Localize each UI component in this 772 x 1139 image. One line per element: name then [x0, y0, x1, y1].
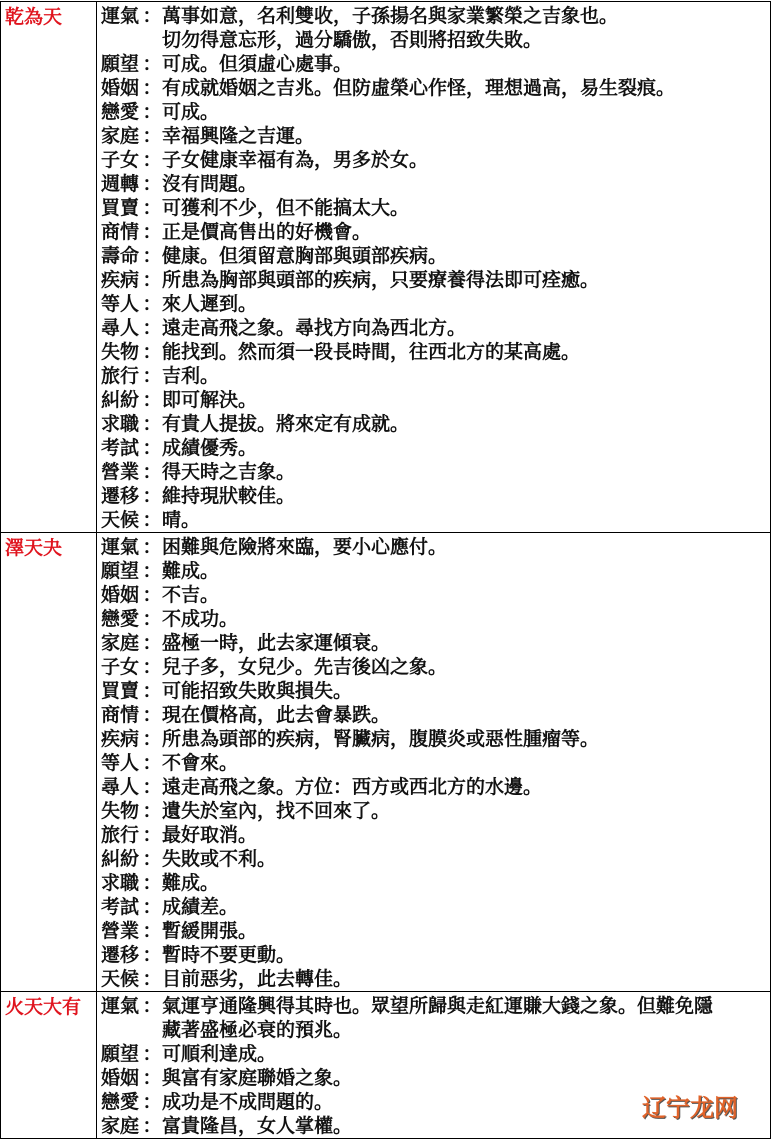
colon: ： [142, 1043, 162, 1065]
reading-category: 婚姻 [101, 1067, 140, 1089]
reading-category: 商情 [101, 221, 140, 243]
colon: ： [142, 269, 162, 291]
colon: ： [142, 800, 162, 822]
hexagram-table [0, 1, 771, 1139]
colon: ： [142, 221, 162, 243]
reading-line [101, 775, 770, 799]
reading-category: 買賣 [101, 197, 140, 219]
reading-text: 維持現狀較佳。 [162, 485, 296, 507]
reading-category: 家庭 [101, 125, 140, 147]
colon: ： [142, 632, 162, 654]
colon: ： [142, 365, 162, 387]
colon: ： [142, 728, 162, 750]
reading-category: 疾病 [101, 269, 140, 291]
colon: ： [142, 608, 162, 630]
reading-text: 困難與危險將來臨，要小心應付。 [162, 536, 448, 558]
reading-line [101, 364, 770, 388]
reading-text: 目前惡劣，此去轉佳。 [162, 968, 353, 990]
reading-text: 沒有問題。 [162, 173, 258, 195]
colon: ： [142, 149, 162, 171]
reading-line [101, 751, 770, 775]
reading-line [101, 244, 770, 268]
colon: ： [142, 536, 162, 558]
reading-category: 糾紛 [101, 848, 140, 870]
reading-line [101, 559, 770, 583]
colon: ： [142, 485, 162, 507]
reading-category [101, 1018, 142, 1042]
colon: ： [142, 77, 162, 99]
colon: ： [142, 776, 162, 798]
reading-text: 切勿得意忘形，過分驕傲，否則將招致失敗。 [162, 29, 543, 51]
reading-line [101, 919, 770, 943]
reading-line [101, 172, 770, 196]
colon: ： [142, 125, 162, 147]
colon: ： [142, 1067, 162, 1089]
reading-line [101, 943, 770, 967]
hexagram-readings [97, 533, 771, 992]
reading-text: 不會來。 [162, 752, 239, 774]
reading-category: 營業 [101, 920, 140, 942]
reading-text: 可成。但須虛心處事。 [162, 53, 353, 75]
reading-line [101, 703, 770, 727]
reading-category: 子女 [101, 149, 140, 171]
colon: ： [142, 995, 162, 1017]
reading-line [101, 460, 770, 484]
reading-text: 富貴隆昌，女人掌權。 [162, 1115, 353, 1137]
reading-text: 成績優秀。 [162, 437, 258, 459]
reading-line [101, 4, 770, 28]
reading-line [101, 316, 770, 340]
reading-line [101, 535, 770, 559]
colon: ： [142, 896, 162, 918]
reading-text: 不吉。 [162, 584, 220, 606]
reading-line [101, 727, 770, 751]
reading-text: 成績差。 [162, 896, 239, 918]
colon: ： [142, 920, 162, 942]
reading-category: 家庭 [101, 1115, 140, 1137]
reading-text: 即可解決。 [162, 389, 258, 411]
hexagram-name: 火天大有 [1, 992, 97, 1139]
reading-category: 願望 [101, 1043, 140, 1065]
reading-category: 失物 [101, 341, 140, 363]
watermark-logo: 辽宁龙网 [642, 1094, 738, 1122]
colon: ： [142, 197, 162, 219]
reading-text: 遠走高飛之象。尋找方向為西北方。 [162, 317, 467, 339]
reading-line [101, 823, 770, 847]
reading-text: 兒子多，女兒少。先吉後凶之象。 [162, 656, 448, 678]
reading-text: 健康。但須留意胸部與頭部疾病。 [162, 245, 448, 267]
reading-text: 遠走高飛之象。方位：西方或西北方的水邊。 [162, 776, 543, 798]
reading-category [101, 28, 142, 52]
reading-text: 幸福興隆之吉運。 [162, 125, 315, 147]
reading-category: 營業 [101, 461, 140, 483]
reading-category: 商情 [101, 704, 140, 726]
reading-category: 天候 [101, 968, 140, 990]
reading-text: 有成就婚姻之吉兆。但防虛榮心作怪，理想過高，易生裂痕。 [162, 77, 676, 99]
reading-text: 盛極一時，此去家運傾衰。 [162, 632, 391, 654]
colon: ： [142, 317, 162, 339]
colon: ： [142, 584, 162, 606]
reading-category: 考試 [101, 437, 140, 459]
reading-category: 買賣 [101, 680, 140, 702]
reading-line [101, 895, 770, 919]
reading-line [101, 1066, 770, 1090]
reading-line [101, 268, 770, 292]
colon: ： [142, 944, 162, 966]
reading-line [101, 607, 770, 631]
reading-line [101, 871, 770, 895]
reading-line [101, 583, 770, 607]
reading-text: 藏著盛極必衰的預兆。 [162, 1019, 353, 1041]
colon: ： [142, 173, 162, 195]
colon: ： [142, 461, 162, 483]
reading-line [101, 484, 770, 508]
reading-text: 最好取消。 [162, 824, 258, 846]
reading-line [101, 196, 770, 220]
reading-text: 萬事如意，名利雙收，子孫揚名與家業繁榮之吉象也。 [162, 5, 619, 27]
reading-category: 戀愛 [101, 101, 140, 123]
colon: ： [142, 848, 162, 870]
reading-text: 吉利。 [162, 365, 220, 387]
hexagram-readings [97, 2, 771, 533]
colon: ： [142, 293, 162, 315]
reading-line [101, 148, 770, 172]
reading-category: 願望 [101, 53, 140, 75]
reading-text: 所患為胸部與頭部的疾病，只要療養得法即可痊癒。 [162, 269, 600, 291]
colon: ： [142, 245, 162, 267]
colon: ： [142, 824, 162, 846]
colon: ： [142, 437, 162, 459]
reading-category: 失物 [101, 800, 140, 822]
reading-line [101, 436, 770, 460]
colon: ： [142, 5, 162, 27]
reading-continuation [101, 28, 770, 52]
reading-text: 難成。 [162, 872, 220, 894]
colon: ： [142, 752, 162, 774]
reading-text: 可成。 [162, 101, 220, 123]
reading-line [101, 124, 770, 148]
reading-line [101, 220, 770, 244]
reading-text: 暫時不要更動。 [162, 944, 296, 966]
colon: ： [142, 656, 162, 678]
reading-text: 可獲利不少，但不能搞太大。 [162, 197, 410, 219]
reading-text: 與富有家庭聯婚之象。 [162, 1067, 353, 1089]
reading-category: 旅行 [101, 824, 140, 846]
reading-category: 壽命 [101, 245, 140, 267]
reading-category: 運氣 [101, 5, 140, 27]
reading-category: 婚姻 [101, 77, 140, 99]
reading-text: 暫緩開張。 [162, 920, 258, 942]
reading-line [101, 52, 770, 76]
hexagram-row [1, 533, 771, 992]
reading-category: 家庭 [101, 632, 140, 654]
colon: ： [142, 101, 162, 123]
reading-text: 氣運亨通隆興得其時也。眾望所歸與走紅運賺大錢之象。但難免隱 [162, 995, 714, 1017]
reading-category: 運氣 [101, 536, 140, 558]
colon: ： [142, 872, 162, 894]
reading-text: 得天時之吉象。 [162, 461, 296, 483]
colon: ： [142, 1091, 162, 1113]
reading-text: 子女健康幸福有為，男多於女。 [162, 149, 429, 171]
reading-category: 等人 [101, 293, 140, 315]
reading-text: 遺失於室內，找不回來了。 [162, 800, 391, 822]
reading-category: 求職 [101, 413, 140, 435]
reading-text: 現在價格高，此去會暴跌。 [162, 704, 391, 726]
reading-line [101, 1042, 770, 1066]
reading-text: 可順利達成。 [162, 1043, 277, 1065]
reading-line [101, 508, 770, 532]
reading-category: 子女 [101, 656, 140, 678]
reading-text: 可能招致失敗與損失。 [162, 680, 353, 702]
reading-line [101, 994, 770, 1018]
reading-category: 尋人 [101, 776, 140, 798]
hexagram-name: 乾為天 [1, 2, 97, 533]
reading-category: 疾病 [101, 728, 140, 750]
reading-line [101, 388, 770, 412]
colon: ： [142, 968, 162, 990]
reading-line [101, 100, 770, 124]
reading-category: 糾紛 [101, 389, 140, 411]
reading-category: 考試 [101, 896, 140, 918]
reading-category: 週轉 [101, 173, 140, 195]
hexagram-row [1, 2, 771, 533]
reading-text: 能找到。然而須一段長時間，往西北方的某高處。 [162, 341, 581, 363]
reading-line [101, 76, 770, 100]
reading-text: 失敗或不利。 [162, 848, 277, 870]
colon: ： [142, 413, 162, 435]
reading-category: 運氣 [101, 995, 140, 1017]
colon: ： [142, 53, 162, 75]
reading-line [101, 847, 770, 871]
reading-line [101, 679, 770, 703]
reading-category: 遷移 [101, 485, 140, 507]
colon: ： [142, 560, 162, 582]
colon: ： [142, 680, 162, 702]
colon: ： [142, 509, 162, 531]
reading-line [101, 799, 770, 823]
reading-category: 旅行 [101, 365, 140, 387]
reading-text: 難成。 [162, 560, 220, 582]
colon: ： [142, 704, 162, 726]
reading-line [101, 292, 770, 316]
reading-category: 遷移 [101, 944, 140, 966]
reading-line [101, 340, 770, 364]
reading-text: 晴。 [162, 509, 201, 531]
reading-category: 願望 [101, 560, 140, 582]
reading-line [101, 967, 770, 991]
reading-line [101, 655, 770, 679]
reading-category: 天候 [101, 509, 140, 531]
reading-category: 尋人 [101, 317, 140, 339]
reading-text: 不成功。 [162, 608, 239, 630]
reading-text: 成功是不成問題的。 [162, 1091, 334, 1113]
hexagram-name: 澤天夬 [1, 533, 97, 992]
colon [142, 1018, 162, 1042]
reading-line [101, 412, 770, 436]
reading-category: 戀愛 [101, 1091, 140, 1113]
colon: ： [142, 1115, 162, 1137]
reading-continuation [101, 1018, 770, 1042]
reading-text: 來人遲到。 [162, 293, 258, 315]
colon: ： [142, 389, 162, 411]
colon [142, 28, 162, 52]
reading-text: 所患為頭部的疾病，腎臟病，腹膜炎或惡性腫瘤等。 [162, 728, 600, 750]
reading-text: 有貴人提拔。將來定有成就。 [162, 413, 410, 435]
reading-category: 戀愛 [101, 608, 140, 630]
reading-category: 求職 [101, 872, 140, 894]
reading-category: 等人 [101, 752, 140, 774]
reading-line [101, 631, 770, 655]
reading-category: 婚姻 [101, 584, 140, 606]
colon: ： [142, 341, 162, 363]
reading-text: 正是價高售出的好機會。 [162, 221, 372, 243]
